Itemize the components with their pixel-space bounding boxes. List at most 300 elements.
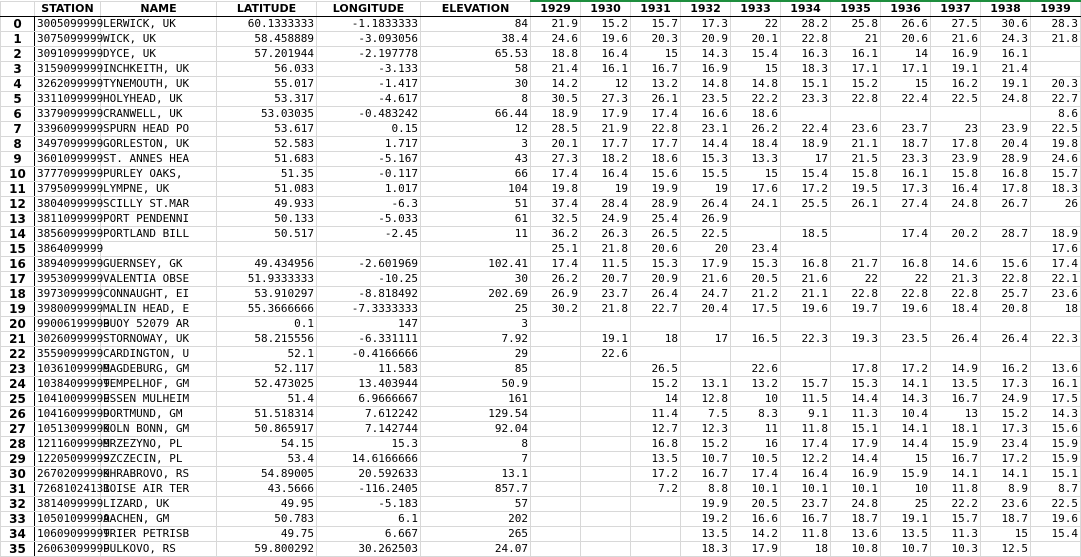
cell-latitude[interactable]: 50.133 bbox=[217, 212, 317, 227]
cell-station[interactable]: 3973099999 bbox=[35, 287, 101, 302]
cell-1933[interactable]: 11 bbox=[731, 422, 781, 437]
cell-1932[interactable] bbox=[681, 317, 731, 332]
cell-1936[interactable]: 14.1 bbox=[881, 377, 931, 392]
cell-1936[interactable] bbox=[881, 107, 931, 122]
cell-longitude[interactable]: -2.601969 bbox=[317, 257, 421, 272]
cell-1935[interactable] bbox=[831, 242, 881, 257]
cell-1935[interactable]: 19.5 bbox=[831, 182, 881, 197]
cell-1938[interactable]: 28.9 bbox=[981, 152, 1031, 167]
cell-latitude[interactable]: 55.017 bbox=[217, 77, 317, 92]
cell-1937[interactable]: 10.3 bbox=[931, 542, 981, 557]
cell-1934[interactable]: 23.3 bbox=[781, 92, 831, 107]
cell-1938[interactable]: 26.4 bbox=[981, 332, 1031, 347]
cell-1938[interactable]: 23.6 bbox=[981, 497, 1031, 512]
cell-1930[interactable]: 18.2 bbox=[581, 152, 631, 167]
cell-1938[interactable]: 23.4 bbox=[981, 437, 1031, 452]
cell-name[interactable]: WICK, UK bbox=[101, 32, 217, 47]
cell-1935[interactable]: 19.7 bbox=[831, 302, 881, 317]
cell-1934[interactable]: 10.1 bbox=[781, 482, 831, 497]
cell-1932[interactable]: 24.7 bbox=[681, 287, 731, 302]
cell-1929[interactable]: 28.5 bbox=[531, 122, 581, 137]
cell-latitude[interactable]: 49.95 bbox=[217, 497, 317, 512]
row-index[interactable]: 2 bbox=[1, 47, 35, 62]
cell-1929[interactable] bbox=[531, 542, 581, 557]
cell-longitude[interactable]: 11.583 bbox=[317, 362, 421, 377]
cell-1935[interactable]: 13.6 bbox=[831, 527, 881, 542]
cell-longitude[interactable]: -5.033 bbox=[317, 212, 421, 227]
cell-1931[interactable]: 15.7 bbox=[631, 17, 681, 32]
cell-1934[interactable]: 12.2 bbox=[781, 452, 831, 467]
cell-latitude[interactable]: 52.583 bbox=[217, 137, 317, 152]
cell-1929[interactable]: 32.5 bbox=[531, 212, 581, 227]
row-index[interactable]: 28 bbox=[1, 437, 35, 452]
cell-1936[interactable]: 14.1 bbox=[881, 422, 931, 437]
cell-1933[interactable]: 17.5 bbox=[731, 302, 781, 317]
row-index[interactable]: 24 bbox=[1, 377, 35, 392]
cell-1930[interactable] bbox=[581, 497, 631, 512]
cell-1932[interactable]: 19.9 bbox=[681, 497, 731, 512]
cell-1931[interactable]: 12.7 bbox=[631, 422, 681, 437]
cell-station[interactable]: 12205099999 bbox=[35, 452, 101, 467]
cell-1934[interactable]: 15.1 bbox=[781, 77, 831, 92]
cell-1931[interactable]: 28.9 bbox=[631, 197, 681, 212]
cell-1935[interactable]: 19.3 bbox=[831, 332, 881, 347]
cell-1939[interactable]: 20.3 bbox=[1031, 77, 1081, 92]
cell-latitude[interactable]: 59.800292 bbox=[217, 542, 317, 557]
cell-latitude[interactable]: 58.458889 bbox=[217, 32, 317, 47]
column-header-1930[interactable]: 1930 bbox=[581, 1, 631, 17]
cell-elevation[interactable]: 12 bbox=[421, 122, 531, 137]
cell-latitude[interactable]: 43.5666 bbox=[217, 482, 317, 497]
cell-1937[interactable]: 18.4 bbox=[931, 302, 981, 317]
cell-1932[interactable]: 19 bbox=[681, 182, 731, 197]
column-header-station[interactable]: STATION bbox=[35, 1, 101, 17]
cell-1934[interactable]: 22.8 bbox=[781, 32, 831, 47]
cell-1933[interactable]: 16.6 bbox=[731, 512, 781, 527]
cell-1930[interactable]: 11.5 bbox=[581, 257, 631, 272]
cell-longitude[interactable]: 7.612242 bbox=[317, 407, 421, 422]
cell-1935[interactable] bbox=[831, 317, 881, 332]
cell-latitude[interactable]: 53.4 bbox=[217, 452, 317, 467]
cell-1933[interactable]: 21.2 bbox=[731, 287, 781, 302]
cell-1933[interactable]: 17.4 bbox=[731, 467, 781, 482]
cell-elevation[interactable]: 84 bbox=[421, 17, 531, 32]
cell-1931[interactable]: 13.5 bbox=[631, 452, 681, 467]
cell-1932[interactable]: 26.9 bbox=[681, 212, 731, 227]
cell-1937[interactable]: 16.9 bbox=[931, 47, 981, 62]
cell-latitude[interactable]: 58.215556 bbox=[217, 332, 317, 347]
cell-name[interactable]: SPURN HEAD PO bbox=[101, 122, 217, 137]
cell-elevation[interactable]: 50.9 bbox=[421, 377, 531, 392]
cell-1937[interactable]: 18.1 bbox=[931, 422, 981, 437]
cell-1938[interactable]: 8.9 bbox=[981, 482, 1031, 497]
cell-1932[interactable]: 14.3 bbox=[681, 47, 731, 62]
cell-elevation[interactable]: 92.04 bbox=[421, 422, 531, 437]
cell-name[interactable]: AACHEN, GM bbox=[101, 512, 217, 527]
cell-elevation[interactable]: 66.44 bbox=[421, 107, 531, 122]
cell-1933[interactable]: 13.3 bbox=[731, 152, 781, 167]
cell-1935[interactable]: 21.7 bbox=[831, 257, 881, 272]
cell-1935[interactable]: 23.6 bbox=[831, 122, 881, 137]
cell-1929[interactable] bbox=[531, 482, 581, 497]
cell-1936[interactable]: 17.3 bbox=[881, 182, 931, 197]
cell-1939[interactable]: 19.6 bbox=[1031, 512, 1081, 527]
cell-1933[interactable]: 15.4 bbox=[731, 47, 781, 62]
cell-latitude[interactable]: 54.15 bbox=[217, 437, 317, 452]
cell-latitude[interactable]: 51.9333333 bbox=[217, 272, 317, 287]
cell-longitude[interactable]: 6.9666667 bbox=[317, 392, 421, 407]
cell-1932[interactable]: 22.5 bbox=[681, 227, 731, 242]
cell-1935[interactable]: 14.4 bbox=[831, 392, 881, 407]
cell-1936[interactable]: 23.7 bbox=[881, 122, 931, 137]
cell-1939[interactable]: 15.4 bbox=[1031, 527, 1081, 542]
cell-1932[interactable]: 17.3 bbox=[681, 17, 731, 32]
cell-name[interactable]: KOLN BONN, GM bbox=[101, 422, 217, 437]
cell-1938[interactable]: 17.3 bbox=[981, 377, 1031, 392]
cell-1939[interactable]: 15.1 bbox=[1031, 467, 1081, 482]
cell-1933[interactable]: 20.5 bbox=[731, 272, 781, 287]
cell-1929[interactable]: 18.8 bbox=[531, 47, 581, 62]
row-index[interactable]: 33 bbox=[1, 512, 35, 527]
cell-name[interactable]: SCILLY ST.MAR bbox=[101, 197, 217, 212]
cell-longitude[interactable]: -6.331111 bbox=[317, 332, 421, 347]
cell-latitude[interactable]: 50.783 bbox=[217, 512, 317, 527]
cell-1932[interactable]: 12.8 bbox=[681, 392, 731, 407]
cell-1937[interactable]: 23 bbox=[931, 122, 981, 137]
cell-latitude[interactable]: 53.910297 bbox=[217, 287, 317, 302]
cell-elevation[interactable]: 8 bbox=[421, 437, 531, 452]
cell-name[interactable]: BUOY 52079 AR bbox=[101, 317, 217, 332]
cell-1933[interactable]: 16 bbox=[731, 437, 781, 452]
cell-1932[interactable] bbox=[681, 347, 731, 362]
cell-1931[interactable]: 20.9 bbox=[631, 272, 681, 287]
cell-1932[interactable]: 13.1 bbox=[681, 377, 731, 392]
cell-1929[interactable] bbox=[531, 437, 581, 452]
cell-1930[interactable]: 28.4 bbox=[581, 197, 631, 212]
cell-station[interactable]: 3075099999 bbox=[35, 32, 101, 47]
cell-1933[interactable]: 10.5 bbox=[731, 452, 781, 467]
cell-latitude[interactable]: 52.1 bbox=[217, 347, 317, 362]
row-index[interactable]: 1 bbox=[1, 32, 35, 47]
cell-1934[interactable]: 19.6 bbox=[781, 302, 831, 317]
cell-1932[interactable]: 17.9 bbox=[681, 257, 731, 272]
cell-1933[interactable]: 13.2 bbox=[731, 377, 781, 392]
cell-longitude[interactable]: -5.167 bbox=[317, 152, 421, 167]
cell-1936[interactable] bbox=[881, 317, 931, 332]
cell-1935[interactable]: 26.1 bbox=[831, 197, 881, 212]
cell-1933[interactable]: 18.6 bbox=[731, 107, 781, 122]
cell-1936[interactable]: 13.5 bbox=[881, 527, 931, 542]
cell-1939[interactable]: 15.9 bbox=[1031, 452, 1081, 467]
cell-1935[interactable]: 16.1 bbox=[831, 47, 881, 62]
cell-name[interactable]: GORLESTON, UK bbox=[101, 137, 217, 152]
cell-station[interactable]: 3795099999 bbox=[35, 182, 101, 197]
cell-1934[interactable] bbox=[781, 212, 831, 227]
cell-1931[interactable]: 18 bbox=[631, 332, 681, 347]
cell-1936[interactable] bbox=[881, 347, 931, 362]
cell-name[interactable]: TRIER PETRISB bbox=[101, 527, 217, 542]
cell-longitude[interactable]: -8.818492 bbox=[317, 287, 421, 302]
column-header-1929[interactable]: 1929 bbox=[531, 1, 581, 17]
cell-1939[interactable]: 23.6 bbox=[1031, 287, 1081, 302]
cell-1929[interactable]: 21.4 bbox=[531, 62, 581, 77]
row-index[interactable]: 20 bbox=[1, 317, 35, 332]
cell-1935[interactable]: 17.1 bbox=[831, 62, 881, 77]
cell-1935[interactable]: 14.4 bbox=[831, 452, 881, 467]
cell-latitude[interactable]: 57.201944 bbox=[217, 47, 317, 62]
cell-1930[interactable] bbox=[581, 512, 631, 527]
cell-elevation[interactable]: 202.69 bbox=[421, 287, 531, 302]
cell-1938[interactable]: 15.6 bbox=[981, 257, 1031, 272]
row-index[interactable]: 34 bbox=[1, 527, 35, 542]
cell-name[interactable]: DYCE, UK bbox=[101, 47, 217, 62]
cell-1936[interactable]: 10.7 bbox=[881, 542, 931, 557]
cell-1939[interactable]: 28.3 bbox=[1031, 17, 1081, 32]
cell-1930[interactable]: 27.3 bbox=[581, 92, 631, 107]
cell-1935[interactable]: 24.8 bbox=[831, 497, 881, 512]
cell-1939[interactable] bbox=[1031, 317, 1081, 332]
cell-1937[interactable]: 24.8 bbox=[931, 197, 981, 212]
cell-longitude[interactable]: -6.3 bbox=[317, 197, 421, 212]
cell-1930[interactable]: 20.7 bbox=[581, 272, 631, 287]
column-header-longitude[interactable]: LONGITUDE bbox=[317, 1, 421, 17]
cell-elevation[interactable]: 58 bbox=[421, 62, 531, 77]
cell-elevation[interactable]: 65.53 bbox=[421, 47, 531, 62]
column-header-1938[interactable]: 1938 bbox=[981, 1, 1031, 17]
cell-name[interactable]: CRANWELL, UK bbox=[101, 107, 217, 122]
cell-1939[interactable] bbox=[1031, 47, 1081, 62]
cell-1933[interactable]: 22.2 bbox=[731, 92, 781, 107]
cell-1931[interactable]: 20.3 bbox=[631, 32, 681, 47]
cell-1932[interactable]: 13.5 bbox=[681, 527, 731, 542]
cell-name[interactable]: SZCZECIN, PL bbox=[101, 452, 217, 467]
cell-station[interactable]: 10361099999 bbox=[35, 362, 101, 377]
cell-station[interactable]: 10501099999 bbox=[35, 512, 101, 527]
cell-1933[interactable]: 23.4 bbox=[731, 242, 781, 257]
cell-1931[interactable]: 15 bbox=[631, 47, 681, 62]
cell-1934[interactable]: 17 bbox=[781, 152, 831, 167]
cell-1930[interactable]: 26.3 bbox=[581, 227, 631, 242]
cell-1938[interactable]: 30.6 bbox=[981, 17, 1031, 32]
cell-latitude[interactable]: 51.35 bbox=[217, 167, 317, 182]
cell-1929[interactable] bbox=[531, 347, 581, 362]
cell-1938[interactable]: 16.2 bbox=[981, 362, 1031, 377]
cell-1932[interactable]: 16.7 bbox=[681, 467, 731, 482]
cell-station[interactable]: 3894099999 bbox=[35, 257, 101, 272]
cell-1931[interactable] bbox=[631, 497, 681, 512]
cell-1936[interactable]: 17.1 bbox=[881, 62, 931, 77]
cell-station[interactable]: 3811099999 bbox=[35, 212, 101, 227]
cell-station[interactable]: 99006199999 bbox=[35, 317, 101, 332]
cell-1930[interactable]: 15.2 bbox=[581, 17, 631, 32]
cell-1938[interactable]: 18.7 bbox=[981, 512, 1031, 527]
cell-1932[interactable]: 15.2 bbox=[681, 437, 731, 452]
cell-latitude[interactable]: 50.865917 bbox=[217, 422, 317, 437]
row-index[interactable]: 32 bbox=[1, 497, 35, 512]
cell-1931[interactable]: 7.2 bbox=[631, 482, 681, 497]
cell-latitude[interactable]: 52.117 bbox=[217, 362, 317, 377]
cell-1934[interactable] bbox=[781, 317, 831, 332]
cell-1935[interactable]: 25.8 bbox=[831, 17, 881, 32]
cell-1932[interactable]: 20.9 bbox=[681, 32, 731, 47]
cell-elevation[interactable]: 8 bbox=[421, 92, 531, 107]
cell-1932[interactable]: 20 bbox=[681, 242, 731, 257]
cell-name[interactable]: MRZEZYNO, PL bbox=[101, 437, 217, 452]
cell-1929[interactable] bbox=[531, 392, 581, 407]
cell-latitude[interactable]: 50.517 bbox=[217, 227, 317, 242]
cell-latitude[interactable]: 56.033 bbox=[217, 62, 317, 77]
cell-1934[interactable]: 18.3 bbox=[781, 62, 831, 77]
cell-elevation[interactable]: 43 bbox=[421, 152, 531, 167]
cell-station[interactable]: 72681024131 bbox=[35, 482, 101, 497]
cell-station[interactable]: 26063099999 bbox=[35, 542, 101, 557]
cell-1933[interactable]: 10 bbox=[731, 392, 781, 407]
cell-1938[interactable] bbox=[981, 107, 1031, 122]
column-header-1931[interactable]: 1931 bbox=[631, 1, 681, 17]
cell-1939[interactable]: 18.3 bbox=[1031, 182, 1081, 197]
cell-longitude[interactable]: 0.15 bbox=[317, 122, 421, 137]
cell-1939[interactable] bbox=[1031, 62, 1081, 77]
cell-1934[interactable]: 11.8 bbox=[781, 422, 831, 437]
cell-1929[interactable] bbox=[531, 452, 581, 467]
cell-1932[interactable]: 15.3 bbox=[681, 152, 731, 167]
cell-1936[interactable]: 15 bbox=[881, 452, 931, 467]
cell-1931[interactable]: 22.8 bbox=[631, 122, 681, 137]
cell-name[interactable]: BOISE AIR TER bbox=[101, 482, 217, 497]
cell-1935[interactable] bbox=[831, 347, 881, 362]
cell-station[interactable]: 3262099999 bbox=[35, 77, 101, 92]
cell-1930[interactable] bbox=[581, 422, 631, 437]
cell-1929[interactable]: 30.5 bbox=[531, 92, 581, 107]
cell-longitude[interactable]: 6.667 bbox=[317, 527, 421, 542]
column-header-1936[interactable]: 1936 bbox=[881, 1, 931, 17]
cell-longitude[interactable]: 1.017 bbox=[317, 182, 421, 197]
cell-1935[interactable] bbox=[831, 107, 881, 122]
cell-1929[interactable] bbox=[531, 512, 581, 527]
cell-1934[interactable]: 15.4 bbox=[781, 167, 831, 182]
cell-1935[interactable]: 15.2 bbox=[831, 77, 881, 92]
cell-1935[interactable] bbox=[831, 227, 881, 242]
cell-1934[interactable]: 18.9 bbox=[781, 137, 831, 152]
cell-station[interactable]: 3005099999 bbox=[35, 17, 101, 32]
cell-1933[interactable]: 22 bbox=[731, 17, 781, 32]
cell-1930[interactable]: 12 bbox=[581, 77, 631, 92]
cell-1938[interactable]: 28.7 bbox=[981, 227, 1031, 242]
cell-1933[interactable]: 24.1 bbox=[731, 197, 781, 212]
cell-1938[interactable]: 17.8 bbox=[981, 182, 1031, 197]
cell-1930[interactable] bbox=[581, 542, 631, 557]
cell-1932[interactable]: 12.3 bbox=[681, 422, 731, 437]
cell-longitude[interactable]: -10.25 bbox=[317, 272, 421, 287]
cell-1929[interactable]: 17.4 bbox=[531, 167, 581, 182]
cell-1931[interactable]: 25.4 bbox=[631, 212, 681, 227]
cell-latitude[interactable]: 54.89005 bbox=[217, 467, 317, 482]
cell-1930[interactable] bbox=[581, 407, 631, 422]
cell-1938[interactable]: 24.8 bbox=[981, 92, 1031, 107]
cell-1934[interactable]: 18.5 bbox=[781, 227, 831, 242]
cell-1937[interactable]: 16.2 bbox=[931, 77, 981, 92]
cell-1932[interactable]: 18.3 bbox=[681, 542, 731, 557]
cell-1935[interactable]: 22.8 bbox=[831, 92, 881, 107]
cell-station[interactable]: 10416099999 bbox=[35, 407, 101, 422]
cell-1931[interactable]: 26.5 bbox=[631, 227, 681, 242]
cell-station[interactable]: 10384099999 bbox=[35, 377, 101, 392]
cell-1939[interactable]: 15.7 bbox=[1031, 167, 1081, 182]
cell-1929[interactable] bbox=[531, 407, 581, 422]
cell-1937[interactable]: 22.8 bbox=[931, 287, 981, 302]
cell-1935[interactable]: 21.5 bbox=[831, 152, 881, 167]
cell-elevation[interactable]: 161 bbox=[421, 392, 531, 407]
cell-1931[interactable]: 17.2 bbox=[631, 467, 681, 482]
cell-1936[interactable]: 22 bbox=[881, 272, 931, 287]
cell-1929[interactable]: 26.9 bbox=[531, 287, 581, 302]
cell-name[interactable]: HOLYHEAD, UK bbox=[101, 92, 217, 107]
cell-elevation[interactable]: 61 bbox=[421, 212, 531, 227]
cell-1936[interactable]: 15 bbox=[881, 77, 931, 92]
cell-1931[interactable]: 13.2 bbox=[631, 77, 681, 92]
cell-latitude[interactable]: 60.1333333 bbox=[217, 17, 317, 32]
cell-1933[interactable]: 22.6 bbox=[731, 362, 781, 377]
cell-1938[interactable]: 25.7 bbox=[981, 287, 1031, 302]
cell-1937[interactable]: 14.9 bbox=[931, 362, 981, 377]
cell-longitude[interactable]: 13.403944 bbox=[317, 377, 421, 392]
cell-1939[interactable]: 22.7 bbox=[1031, 92, 1081, 107]
cell-1933[interactable]: 14.8 bbox=[731, 77, 781, 92]
cell-1930[interactable]: 19.6 bbox=[581, 32, 631, 47]
row-index[interactable]: 27 bbox=[1, 422, 35, 437]
cell-elevation[interactable]: 3 bbox=[421, 137, 531, 152]
cell-1934[interactable] bbox=[781, 347, 831, 362]
column-header-1932[interactable]: 1932 bbox=[681, 1, 731, 17]
cell-latitude[interactable]: 55.3666666 bbox=[217, 302, 317, 317]
cell-longitude[interactable]: 20.592633 bbox=[317, 467, 421, 482]
cell-1929[interactable]: 25.1 bbox=[531, 242, 581, 257]
row-index[interactable]: 17 bbox=[1, 272, 35, 287]
cell-1935[interactable]: 11.3 bbox=[831, 407, 881, 422]
cell-name[interactable]: LERWICK, UK bbox=[101, 17, 217, 32]
cell-station[interactable]: 3814099999 bbox=[35, 497, 101, 512]
cell-1937[interactable]: 26.4 bbox=[931, 332, 981, 347]
cell-name[interactable]: PULKOVO, RS bbox=[101, 542, 217, 557]
column-header-elevation[interactable]: ELEVATION bbox=[421, 1, 531, 17]
cell-1937[interactable]: 13 bbox=[931, 407, 981, 422]
cell-name[interactable]: GUERNSEY, GK bbox=[101, 257, 217, 272]
cell-1929[interactable]: 37.4 bbox=[531, 197, 581, 212]
cell-elevation[interactable]: 29 bbox=[421, 347, 531, 362]
cell-1929[interactable]: 26.2 bbox=[531, 272, 581, 287]
cell-name[interactable]: PORTLAND BILL bbox=[101, 227, 217, 242]
cell-1930[interactable] bbox=[581, 377, 631, 392]
cell-name[interactable]: TYNEMOUTH, UK bbox=[101, 77, 217, 92]
cell-name[interactable]: MALIN HEAD, E bbox=[101, 302, 217, 317]
cell-1937[interactable]: 14.6 bbox=[931, 257, 981, 272]
cell-1932[interactable]: 19.2 bbox=[681, 512, 731, 527]
cell-1933[interactable]: 15 bbox=[731, 62, 781, 77]
cell-1932[interactable]: 7.5 bbox=[681, 407, 731, 422]
cell-1932[interactable]: 26.4 bbox=[681, 197, 731, 212]
cell-1936[interactable]: 18.7 bbox=[881, 137, 931, 152]
cell-1935[interactable]: 15.1 bbox=[831, 422, 881, 437]
cell-1933[interactable]: 18.4 bbox=[731, 137, 781, 152]
cell-longitude[interactable]: -0.483242 bbox=[317, 107, 421, 122]
cell-longitude[interactable]: 6.1 bbox=[317, 512, 421, 527]
cell-1934[interactable]: 15.7 bbox=[781, 377, 831, 392]
cell-longitude[interactable]: -1.1833333 bbox=[317, 17, 421, 32]
cell-station[interactable]: 3396099999 bbox=[35, 122, 101, 137]
cell-1936[interactable]: 16.1 bbox=[881, 167, 931, 182]
cell-1931[interactable]: 11.4 bbox=[631, 407, 681, 422]
cell-1939[interactable]: 19.8 bbox=[1031, 137, 1081, 152]
